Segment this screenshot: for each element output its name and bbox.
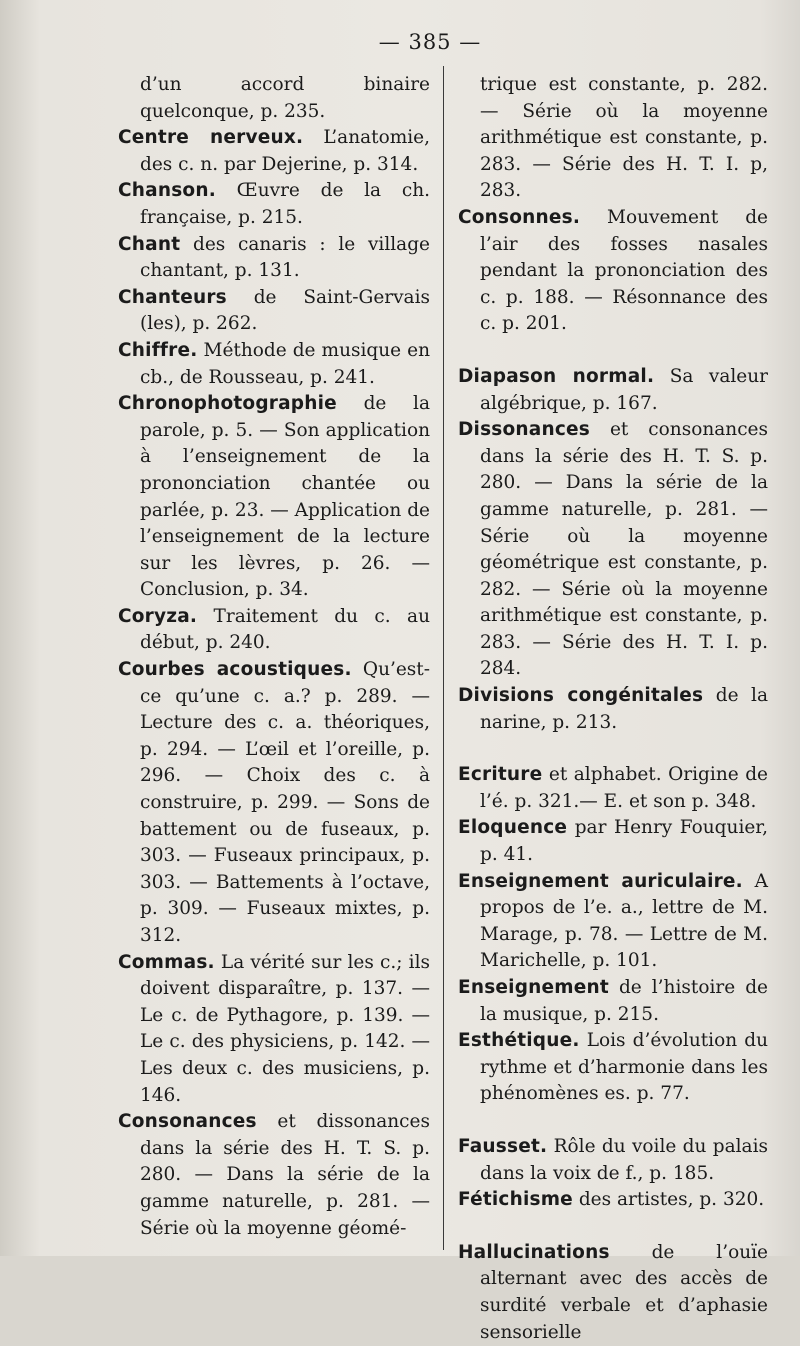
entry-term: Divisions congénitales	[458, 685, 704, 707]
entry-text: L’anatomie, des c. n. par Dejerine, p. 314.	[140, 127, 430, 175]
entry-term: Consonnes.	[458, 206, 581, 228]
index-column-left	[118, 72, 430, 1242]
entry-term: Chanson.	[118, 180, 216, 202]
entry-text: des canaris : le village chantant, p. 131.	[140, 233, 430, 282]
entry-text: et consonances dans la série des H. T. S. p. 280. — Dans la série de la gamme naturelle, p. 281. — Série où la moyenne géométrique est constante, p. 282. — Série où la moyenne arithmétique est constante, p. 283. — Série des H. T. I. p. 284.	[480, 419, 768, 680]
entry-term: Chanteurs	[118, 286, 227, 308]
entry-text: Œuvre de la ch. française, p. 215.	[140, 180, 430, 228]
entry-text: Rôle du voile du palais dans la voix de f., p. 185.	[480, 1135, 768, 1184]
entry-text: d’un accord binaire quelconque, p. 235.	[140, 74, 430, 122]
entry-term: Centre nerveux.	[118, 127, 304, 149]
entry-text: Traitement du c. au début, p. 240.	[140, 605, 430, 654]
entry-term: Consonances	[118, 1111, 257, 1133]
section-gap	[458, 338, 768, 364]
index-entry	[458, 815, 768, 868]
index-entry	[458, 762, 768, 815]
column-divider-upper	[443, 66, 444, 651]
index-entry	[458, 1187, 768, 1214]
entry-term: Fétichisme	[458, 1189, 573, 1211]
entry-text: de la parole, p. 5. — Son application à l’enseignement de la prononciation chantée ou parlée, p. 23. — Application de l’enseignement de la lecture sur les lèvres, p. 26. — Conclusion, p. 34.	[140, 393, 430, 601]
entry-term: Chiffre.	[118, 339, 198, 361]
index-entry	[118, 232, 430, 285]
entry-text: A propos de l’e. a., lettre de M. Marage, p. 78. — Lettre de M. Marichelle, p. 101.	[480, 870, 768, 972]
entry-text: de l’ouïe alternant avec des accès de surdité verbale et d’aphasie sensorielle	[480, 1241, 768, 1343]
index-entry-continuation	[118, 72, 430, 125]
entry-text: et dissonances dans la série des H. T. S. p. 280. — Dans la série de la gamme naturelle, p. 281. — Série où la moyenne géomé-	[140, 1111, 430, 1239]
entry-text: Méthode de musique en cb., de Rousseau, p. 241.	[140, 339, 430, 388]
entry-text: Lois d’évolution du rythme et d’harmonie dans les phénomènes es. p. 77.	[480, 1030, 768, 1105]
entry-term: Hallucinations	[458, 1241, 610, 1263]
entry-term: Courbes acoustiques.	[118, 659, 352, 681]
index-entry	[458, 975, 768, 1028]
index-entry	[118, 178, 430, 231]
index-entry	[458, 1028, 768, 1108]
entry-term: Diapason normal.	[458, 365, 655, 387]
entry-text: Mouvement de l’air des fosses nasales pendant la prononciation des c. p. 188. — Résonnance des c. p. 201.	[480, 206, 768, 335]
index-entry	[458, 1134, 768, 1187]
index-entry	[118, 285, 430, 338]
entry-term: Esthétique.	[458, 1030, 580, 1052]
entry-text: de Saint-Gervais (les), p. 262.	[140, 286, 430, 335]
index-entry	[118, 950, 430, 1110]
section-gap	[458, 1214, 768, 1240]
entry-text: trique est constante, p. 282. — Série où la moyenne arithmétique est constante, p. 283. — Série des H. T. I. p, 283.	[480, 74, 768, 202]
index-entry	[118, 604, 430, 657]
entry-term: Commas.	[118, 951, 215, 973]
entry-text: Qu’est-ce qu’une c. a.? p. 289. — Lecture des c. a. théoriques, p. 294. — L’œil et l’oreille, p. 296. — Choix des c. à construire, p. 299. — Sons de battement ou de fuseaux, p. 303. — Fuseaux principaux, p. 303. — Battements à l’octave, p. 309. — Fuseaux mixtes, p. 312.	[140, 659, 430, 946]
entry-term: Eloquence	[458, 817, 568, 839]
entry-text: et alphabet. Origine de l’é. p. 321.— E. et son p. 348.	[480, 764, 768, 812]
entry-term: Ecriture	[458, 764, 543, 786]
entry-text: de la narine, p. 213.	[480, 685, 769, 733]
index-entry	[458, 869, 768, 975]
entry-term: Enseignement	[458, 977, 609, 998]
index-entry	[458, 417, 768, 683]
entry-text: Sa valeur algébrique, p. 167.	[480, 365, 769, 414]
section-gap	[458, 1108, 768, 1134]
index-entry	[118, 125, 430, 178]
index-column-right	[458, 72, 768, 1346]
index-entry	[118, 391, 430, 604]
page-number: — 385 —	[378, 30, 482, 54]
entry-term: Chronophotographie	[118, 393, 337, 415]
index-entry-continuation	[458, 72, 768, 205]
index-entry	[458, 205, 768, 338]
index-entry	[458, 683, 768, 736]
index-entry	[118, 657, 430, 950]
index-entry	[118, 1109, 430, 1242]
index-entry	[458, 364, 768, 417]
column-divider-lower	[443, 650, 444, 1250]
entry-term: Dissonances	[458, 419, 590, 441]
entry-text: de l’histoire de la musique, p. 215.	[480, 977, 768, 1025]
entry-term: Fausset.	[458, 1135, 548, 1157]
entry-term: Enseignement auriculaire.	[458, 870, 743, 892]
entry-term: Coryza.	[118, 605, 198, 627]
index-entry	[118, 338, 430, 391]
entry-text: par Henry Fouquier, p. 41.	[480, 817, 768, 866]
section-gap	[458, 736, 768, 762]
entry-text: La vérité sur les c.; ils doivent disparaître, p. 137. — Le c. de Pythagore, p. 139. — Le c. des physiciens, p. 142. — Les deux c. des musiciens, p. 146.	[140, 951, 430, 1106]
entry-term: Chant	[118, 233, 181, 255]
entry-text: des artistes, p. 320.	[572, 1189, 765, 1211]
